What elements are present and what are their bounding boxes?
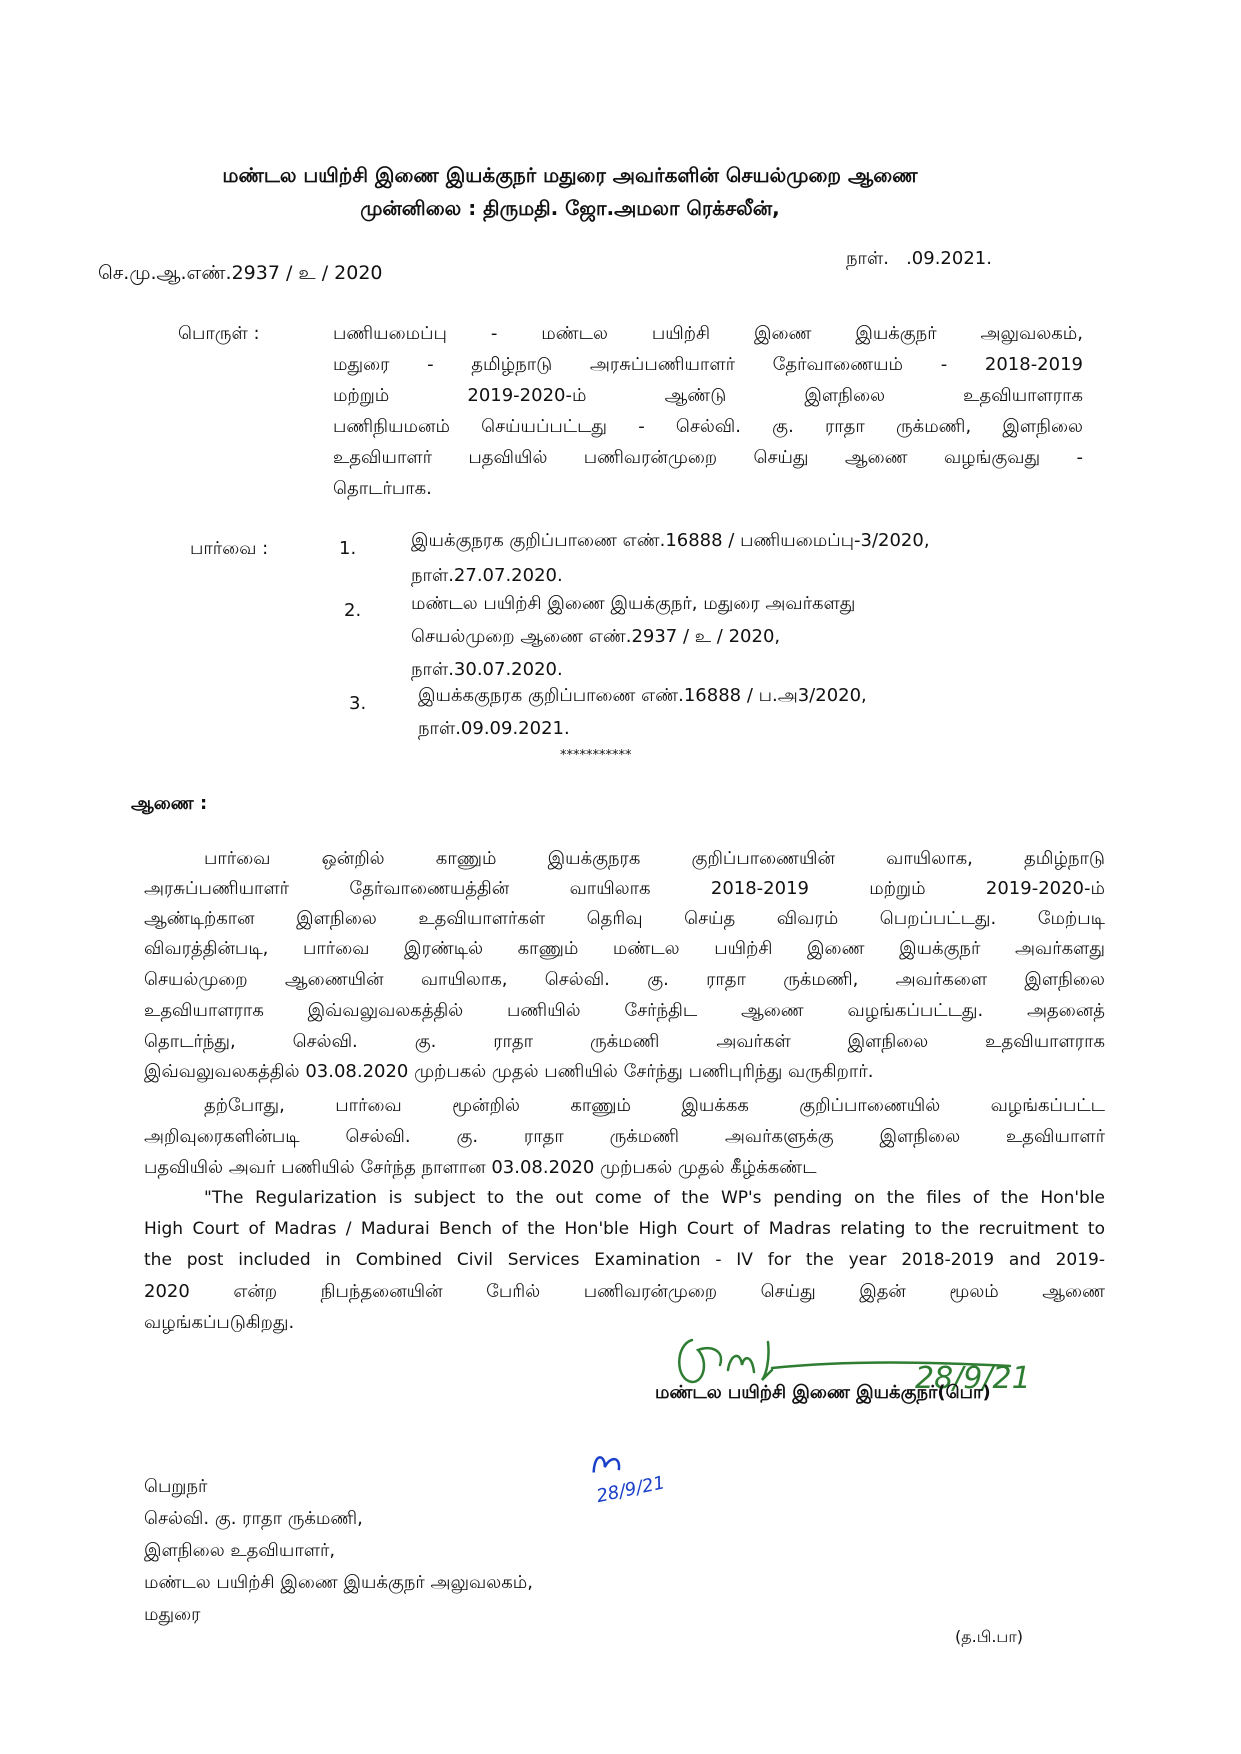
subject-line: மற்றும் 2019-2020-ம் ஆண்டு இளநிலை உதவியாளராக [333,385,1083,406]
copy-mark: (த.பி.பா) [955,1627,1023,1646]
paragraph-line: அரசுப்பணியாளர் தேர்வாணையத்தின் வாயிலாக 2018-2019 மற்றும் 2019-2020-ம் [144,878,1105,899]
recipient-office: மண்டல பயிற்சி இணை இயக்குநர் அலுவலகம், [144,1572,533,1593]
reference-item-1-date: நாள்.27.07.2020. [411,565,563,586]
presence-line: முன்னிலை : திருமதி. ஜோ.அமலா ரெக்சலீன், [360,196,780,220]
paragraph-line: High Court of Madras / Madurai Bench of the Hon'ble High Court of Madras relating to the recruitment to [144,1219,1105,1239]
reference-item-3-date: நாள்.09.09.2021. [418,718,570,739]
separator-stars: *********** [560,748,632,763]
signature-stroke [762,1342,772,1380]
signature-date: 28/9/21 [915,1361,1031,1396]
reference-number-2: 2. [344,600,362,621]
reference-item-2-date: நாள்.30.07.2020. [411,659,563,680]
reference-number-1: 1. [339,538,357,559]
reference-item-2-line2: செயல்முறை ஆணை எண்.2937 / உ / 2020, [411,626,781,647]
reference-number: செ.மு.ஆ.எண்.2937 / உ / 2020 [98,262,383,284]
initials-date: 28/9/21 [594,1472,667,1508]
order-date: நாள். .09.2021. [846,248,992,269]
signatory-designation: மண்டல பயிற்சி இணை இயக்குநர்(பொ) [655,1382,991,1403]
subject-line: பணிநியமனம் செய்யப்பட்டது - செல்வி. கு. ராதா ருக்மணி, இளநிலை [333,416,1083,437]
order-title: மண்டல பயிற்சி இணை இயக்குநர் மதுரை அவர்களின் செயல்முறை ஆணை [222,163,918,187]
subject-line: உதவியாளர் பதவியில் பணிவரன்முறை செய்து ஆணை வழங்குவது - [333,447,1083,468]
paragraph-line: தொடர்ந்து, செல்வி. கு. ராதா ருக்மணி அவர்கள் இளநிலை உதவியாளராக [144,1031,1105,1052]
recipient-label: பெறுநர் [144,1476,208,1497]
recipient-city: மதுரை [144,1604,201,1625]
paragraph-line: ஆண்டிற்கான இளநிலை உதவியாளர்கள் தெரிவு செய்த விவரம் பெறப்பட்டது. மேற்படி [144,908,1105,929]
handwritten-initials [579,1431,682,1518]
paragraph-line: விவரத்தின்படி, பார்வை இரண்டில் காணும் மண்டல பயிற்சி இணை இயக்குநர் அவர்களது [144,938,1105,959]
subject-line: மதுரை - தமிழ்நாடு அரசுப்பணியாளர் தேர்வாணையம் - 2018-2019 [333,354,1083,375]
paragraph-line: the post included in Combined Civil Services Examination - IV for the year 2018-2019 and 2019- [144,1250,1105,1270]
paragraph-line: செயல்முறை ஆணையின் வாயிலாக, செல்வி. கு. ராதா ருக்மணி, அவர்களை இளநிலை [144,969,1105,990]
references-label: பார்வை : [190,538,269,559]
paragraph-line: இவ்வலுவலகத்தில் 03.08.2020 முற்பகல் முதல் பணியில் சேர்ந்து பணிபுரிந்து வருகிறார். [144,1061,874,1082]
paragraph-line: அறிவுரைகளின்படி செல்வி. கு. ராதா ருக்மணி அவர்களுக்கு இளநிலை உதவியாளர் [144,1126,1105,1147]
order-heading: ஆணை : [131,793,208,814]
subject-line: தொடர்பாக. [333,478,432,499]
paragraph-line: உதவியாளராக இவ்வலுவலகத்தில் பணியில் சேர்ந்திட ஆணை வழங்கப்பட்டது. அதனைத் [144,1000,1105,1021]
paragraph-line: பார்வை ஒன்றில் காணும் இயக்குநரக குறிப்பாணையின் வாயிலாக, தமிழ்நாடு [204,848,1105,869]
paragraph-line: தற்போது, பார்வை மூன்றில் காணும் இயக்கக குறிப்பாணையில் வழங்கப்பட்ட [204,1095,1105,1116]
reference-item-2: மண்டல பயிற்சி இணை இயக்குநர், மதுரை அவர்களது [411,593,856,614]
signature-stroke [728,1356,754,1372]
initials-stroke [591,1454,620,1476]
subject-line: பணியமைப்பு - மண்டல பயிற்சி இணை இயக்குநர் அலுவலகம், [333,323,1083,344]
paragraph-line: "The Regularization is subject to the out come of the WP's pending on the files of the Hon'ble [204,1188,1105,1208]
signature-stroke [679,1340,721,1382]
subject-label: பொருள் : [178,323,260,344]
reference-number-3: 3. [349,693,367,714]
paragraph-line: 2020 என்ற நிபந்தனையின் பேரில் பணிவரன்முறை செய்து இதன் மூலம் ஆணை [144,1281,1105,1302]
paragraph-line: பதவியில் அவர் பணியில் சேர்ந்த நாளான 03.08.2020 முற்பகல் முதல் கீழ்க்கண்ட [144,1157,817,1178]
reference-item-1: இயக்குநரக குறிப்பாணை எண்.16888 / பணியமைப்பு-3/2020, [411,530,930,551]
paragraph-line: வழங்கப்படுகிறது. [144,1312,295,1333]
reference-item-3: இயக்ககுநரக குறிப்பாணை எண்.16888 / ப.அ3/2020, [418,685,867,706]
recipient-name: செல்வி. கு. ராதா ருக்மணி, [144,1508,363,1529]
recipient-designation: இளநிலை உதவியாளர், [144,1540,336,1561]
